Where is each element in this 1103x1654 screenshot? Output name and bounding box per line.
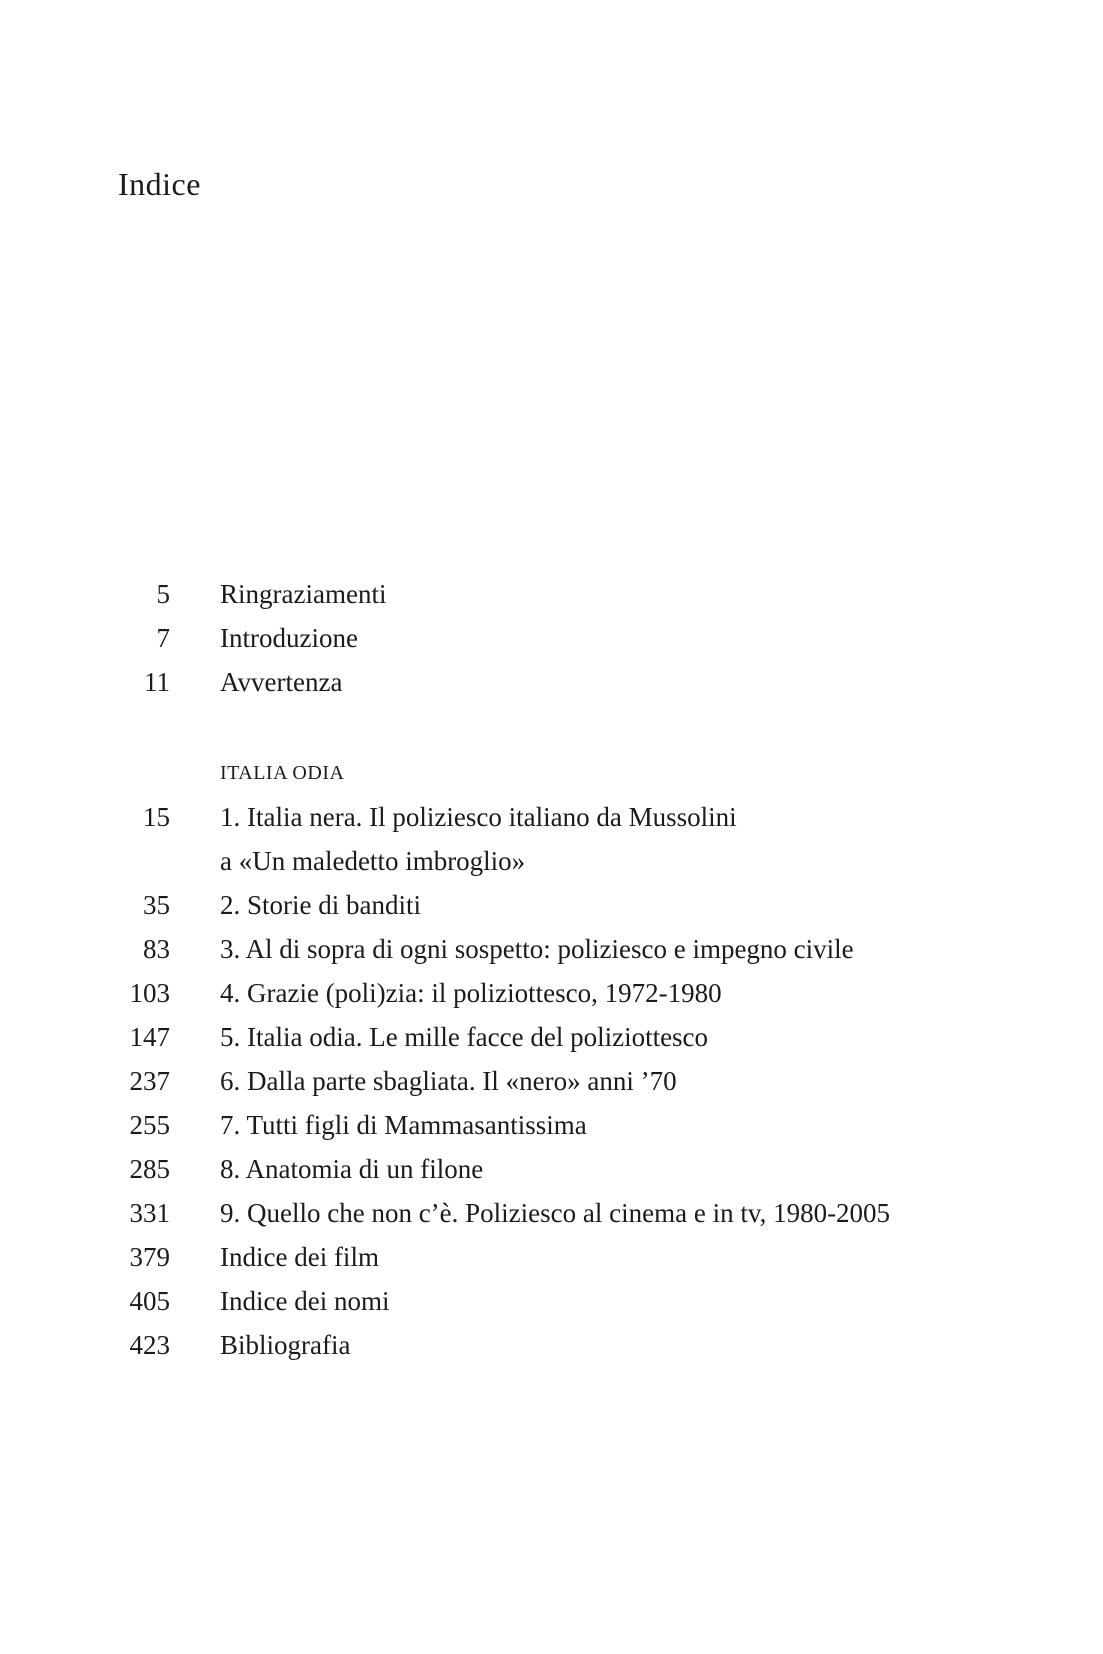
toc-entry bbox=[0, 927, 1103, 971]
toc-entry-title: 9. Quello che non c’è. Poliziesco al cinema e in tv, 1980-2005 bbox=[220, 1198, 891, 1228]
toc-entry-title: Ringraziamenti bbox=[220, 579, 387, 609]
toc-page-number: 423 bbox=[129, 1330, 170, 1360]
toc-entry-title: Indice dei film bbox=[220, 1242, 379, 1272]
toc-page-number: 255 bbox=[129, 1110, 170, 1140]
toc-page-number: 15 bbox=[143, 802, 170, 832]
section-header: ITALIA ODIA bbox=[220, 762, 345, 784]
toc-entry bbox=[0, 572, 1103, 616]
toc-entry bbox=[0, 1191, 1103, 1235]
toc-entry bbox=[0, 1147, 1103, 1191]
toc-page-number: 331 bbox=[129, 1198, 170, 1228]
toc-entry bbox=[0, 1323, 1103, 1367]
table-of-contents bbox=[0, 572, 1103, 1367]
toc-entry-title: 5. Italia odia. Le mille facce del poliziottesco bbox=[220, 1022, 709, 1052]
toc-entry bbox=[0, 1103, 1103, 1147]
toc-page-number: 379 bbox=[129, 1242, 170, 1272]
toc-entry-title: 6. Dalla parte sbagliata. Il «nero» anni ’70 bbox=[220, 1066, 677, 1096]
toc-entry-title: 3. Al di sopra di ogni sospetto: poliziesco e impegno civile bbox=[220, 934, 854, 964]
toc-page-number: 405 bbox=[129, 1286, 170, 1316]
toc-entry-title: Avvertenza bbox=[220, 667, 343, 697]
toc-entry bbox=[0, 971, 1103, 1015]
toc-page-number: 147 bbox=[129, 1022, 170, 1052]
toc-entry bbox=[0, 883, 1103, 927]
toc-entry bbox=[0, 616, 1103, 660]
toc-entry-title: Introduzione bbox=[220, 623, 358, 653]
toc-entry-title: 7. Tutti figli di Mammasantissima bbox=[220, 1110, 587, 1140]
toc-entry-title: Bibliografia bbox=[220, 1330, 351, 1360]
toc-entry-title: 2. Storie di banditi bbox=[220, 890, 421, 920]
toc-page-number: 11 bbox=[144, 667, 170, 697]
toc-entry-title: 4. Grazie (poli)zia: il poliziottesco, 1972-1980 bbox=[220, 978, 722, 1008]
toc-entry-title-line2: a «Un maledetto imbroglio» bbox=[220, 846, 526, 876]
toc-entry-title: 1. Italia nera. Il poliziesco italiano da Mussolini bbox=[220, 802, 737, 832]
toc-page-number: 83 bbox=[143, 934, 170, 964]
toc-page-number: 237 bbox=[129, 1066, 170, 1096]
toc-page-number: 35 bbox=[143, 890, 170, 920]
empty-number-cell bbox=[0, 839, 170, 883]
toc-page-number: 285 bbox=[129, 1154, 170, 1184]
toc-page-number: 7 bbox=[156, 623, 170, 653]
toc-entry bbox=[0, 660, 1103, 704]
toc-entry-title: 8. Anatomia di un filone bbox=[220, 1154, 484, 1184]
toc-entry bbox=[0, 795, 1103, 839]
toc-entry-continuation bbox=[0, 839, 1103, 883]
toc-page-number: 5 bbox=[156, 579, 170, 609]
toc-section-row bbox=[0, 751, 1103, 795]
section-gap bbox=[0, 704, 1103, 751]
empty-number-cell bbox=[0, 751, 170, 795]
toc-entry bbox=[0, 1059, 1103, 1103]
toc-entry-title: Indice dei nomi bbox=[220, 1286, 390, 1316]
page-title: Indice bbox=[118, 166, 201, 202]
toc-entry bbox=[0, 1015, 1103, 1059]
toc-entry bbox=[0, 1235, 1103, 1279]
toc-entry bbox=[0, 1279, 1103, 1323]
toc-page-number: 103 bbox=[129, 978, 170, 1008]
